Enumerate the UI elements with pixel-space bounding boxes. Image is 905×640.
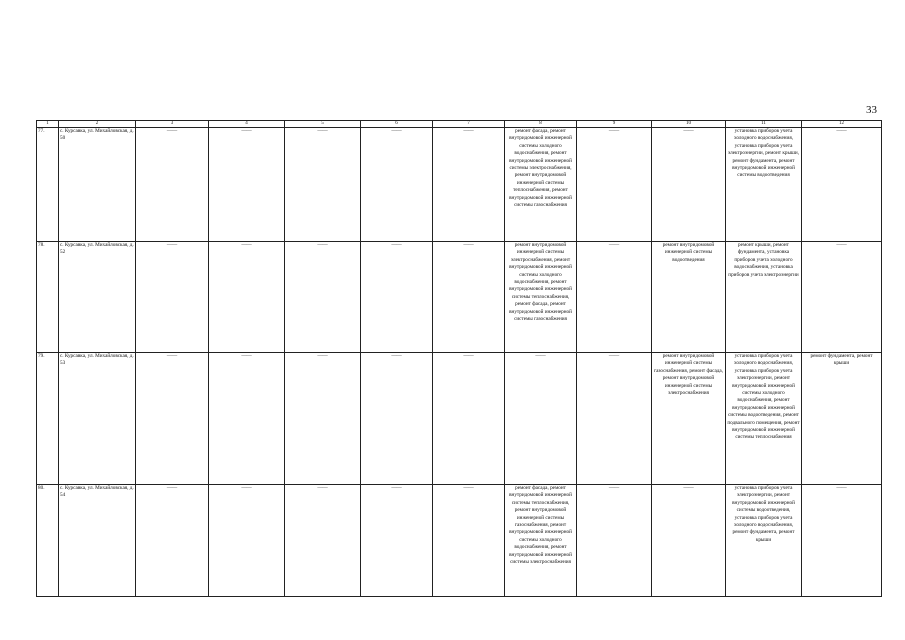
dash-cell: —— [577,242,652,353]
column-number-row [37,121,882,128]
dash-cell: —— [136,485,209,597]
dash-cell: —— [577,485,652,597]
works-cell: ремонт фасада, ремонт внутридомовой инженерной системы теплоснабжения, ремонт внутридомовой инженерной системы газоснабжения, ремонт внутридомовой инженерной системы холодного водоснабжения, ремонт внутридомовой инженерной системы электроснабжения [505,485,577,597]
address-cell: с. Курсавка, ул. Михайловская, д. 50 [59,128,136,242]
dash-cell: —— [285,353,361,485]
column-header: 10 [652,121,726,128]
dash-cell: —— [361,242,433,353]
dash-cell: —— [433,128,505,242]
dash-cell: —— [433,353,505,485]
works-cell: ремонт фасада, ремонт внутридомовой инженерной системы холодного водоснабжения, ремонт внутридомовой инженерной системы электроснабжения, ремонт внутридомовой инженерной системы теплоснабжения, ремонт внутридомовой инженерной системы газоснабжения [505,128,577,242]
repair-schedule-table [36,120,882,597]
column-header: 9 [577,121,652,128]
column-header: 3 [136,121,209,128]
dash-cell: —— [802,242,882,353]
dash-cell: —— [209,485,285,597]
column-header: 4 [209,121,285,128]
works-cell: ремонт внутридомовой инженерной системы электроснабжения, ремонт внутридомовой инженерной системы холодного водоснабжения, ремонт внутридомовой инженерной системы теплоснабжения, ремонт фасада, ремонт внутридомовой инженерной системы газоснабжения [505,242,577,353]
works-cell: установка приборов учета холодного водоснабжения, установка приборов учета электроэнергии, ремонт внутридомовой инженерной системы холодного водоснабжения, ремонт внутридомовой инженерной системы водоотведения, ремонт подвального помещения, ремонт внутридомовой инженерной системы теплоснабжения [726,353,802,485]
dash-cell: —— [505,353,577,485]
dash-cell: —— [361,485,433,597]
dash-cell: —— [136,128,209,242]
dash-cell: —— [209,242,285,353]
column-header: 2 [59,121,136,128]
table-row [37,242,882,353]
dash-cell: —— [802,485,882,597]
works-cell: ремонт внутридомовой инженерной системы газоснабжения, ремонт фасада, ремонт внутридомовой инженерной системы электроснабжения [652,353,726,485]
address-cell: с. Курсавка, ул. Михайловская, д. 53 [59,353,136,485]
column-header: 8 [505,121,577,128]
row-number: 79. [37,353,59,485]
row-number: 77. [37,128,59,242]
dash-cell: —— [209,128,285,242]
works-cell: ремонт внутридомовой инженерной системы водоотведения [652,242,726,353]
dash-cell: —— [136,353,209,485]
column-header: 6 [361,121,433,128]
row-number: 80. [37,485,59,597]
works-cell: установка приборов учета электроэнергии, ремонт внутридомовой инженерной системы водоотведения, установка приборов учета холодного водоснабжения, ремонт фундамента, ремонт крыши [726,485,802,597]
dash-cell: —— [285,485,361,597]
works-cell: установка приборов учета холодного водоснабжения, установка приборов учета электроэнергии, ремонт крыши, ремонт фундамента, ремонт внутридомовой инженерной системы водоотведения [726,128,802,242]
dash-cell: —— [136,242,209,353]
dash-cell: —— [652,128,726,242]
column-header: 7 [433,121,505,128]
column-header: 5 [285,121,361,128]
dash-cell: —— [577,128,652,242]
dash-cell: —— [433,242,505,353]
table-row [37,128,882,242]
works-cell: ремонт крыши, ремонт фундамента, установка приборов учета холодного водоснабжения, установка приборов учета электроэнергии [726,242,802,353]
table-row [37,485,882,597]
works-cell: ремонт фундамента, ремонт крыши [802,353,882,485]
dash-cell: —— [361,353,433,485]
page-number: 33 [866,104,877,116]
dash-cell: —— [652,485,726,597]
dash-cell: —— [577,353,652,485]
address-cell: с. Курсавка, ул. Михайловская, д. 52 [59,242,136,353]
dash-cell: —— [285,128,361,242]
dash-cell: —— [209,353,285,485]
dash-cell: —— [285,242,361,353]
table-row [37,353,882,485]
column-header: 12 [802,121,882,128]
dash-cell: —— [361,128,433,242]
column-header: 11 [726,121,802,128]
column-header: 1 [37,121,59,128]
dash-cell: —— [433,485,505,597]
address-cell: с. Курсавка, ул. Михайловская, д. 54 [59,485,136,597]
dash-cell: —— [802,128,882,242]
row-number: 78. [37,242,59,353]
